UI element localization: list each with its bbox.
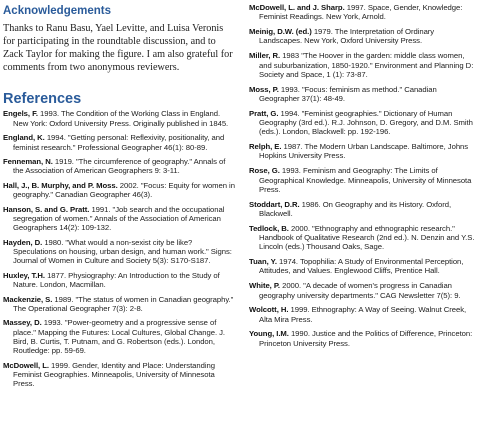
reference-entry (249, 305, 479, 324)
reference-author: Mackenzie, S. (3, 294, 53, 304)
right-column (249, 0, 479, 353)
reference-entry (249, 27, 479, 46)
reference-entry (3, 109, 236, 128)
reference-entry (249, 224, 479, 252)
reference-entry (249, 166, 479, 194)
reference-entry (3, 295, 236, 314)
left-column (3, 0, 236, 394)
reference-author: Rose, G. (249, 166, 280, 176)
reference-author: Massey, D. (3, 318, 42, 328)
reference-entry (3, 181, 236, 200)
reference-entry (3, 133, 236, 152)
reference-text: 1997. Space, Gender, Knowledge: Feminist Readings. New York, Arnold. (259, 3, 463, 22)
acknowledgements-text: Thanks to Ranu Basu, Yael Levitte, and Luisa Veronis for participating in the roundtable discussion, and to Zack Taylor for making the figure. I am also grateful for comments from two anonymous reviewers. (3, 23, 233, 74)
reference-entry (249, 85, 479, 104)
reference-text: 1991. "Job search and the occupational segregation of women." Annals of the Association of American Geographers 14(2): 109-132. (13, 204, 225, 233)
reference-author: Stoddart, D.R. (249, 199, 300, 209)
reference-author: White, P. (249, 281, 281, 291)
reference-author: Wolcott, H. (249, 305, 289, 315)
reference-text: 1979. The Interpretation of Ordinary Landscapes. New York, Oxford University Press. (259, 27, 435, 46)
reference-author: Fenneman, N. (3, 156, 53, 166)
reference-author: Pratt, G. (249, 108, 279, 118)
reference-entry (3, 238, 236, 266)
acknowledgements-heading: Acknowledgements (3, 5, 111, 17)
reference-text: 1974. Topophilia: A Study of Environmental Perception, Attitudes, and Values. Englewood Cliffs, Prentice Hall. (259, 257, 464, 276)
reference-author: England, K. (3, 133, 45, 143)
reference-author: Young, I.M. (249, 329, 289, 339)
reference-author: Hall, J., B. Murphy, and P. Moss. (3, 180, 118, 190)
reference-entry (249, 3, 479, 22)
reference-author: Meinig, D.W. (ed.) (249, 27, 312, 37)
reference-text: 2002. "Focus: Equity for women in geography." Canadian Geographer 46(3). (13, 180, 235, 200)
references-heading: References (3, 91, 82, 108)
reference-author: Hanson, S. and G. Pratt. (3, 204, 90, 214)
reference-entry (249, 200, 479, 219)
reference-text: 1993. The Condition of the Working Class in England. New York: Oxford University Press. Originally published in 1845. (13, 109, 229, 128)
reference-text: 1993. Feminism and Geography: The Limits of Geographical Knowledge. Minneapolis, University of Minnesota Press. (259, 166, 472, 194)
reference-text: 1877. Physiography: An Introduction to the Study of Nature. London, Macmillan. (13, 270, 220, 290)
reference-text: 1987. The Modern Urban Landscape. Baltimore, Johns Hopkins University Press. (259, 142, 469, 161)
reference-author: Moss, P. (249, 84, 279, 94)
reference-text: 1989. "The status of women in Canadian geography." The Operational Geographer 7(3): 2-8. (13, 294, 234, 313)
reference-entry (3, 318, 236, 355)
references-list-right (249, 3, 479, 348)
reference-text: 1994. "Feminist geographies." Dictionary of Human Geography (3rd ed.). R.J. Johnson, D. Gregory, and D.M. Smith (eds.). London, Blackwell: pp. 192-196. (259, 108, 473, 137)
reference-text: 1983 "The Hoover in the garden: middle class women, and suburbanization, 1850-1920." Environment and Planning D: Society and Space, 1 (1): 73-87. (259, 51, 474, 79)
reference-text: 1993. "Focus: feminism as method." Canadian Geographer 37(1): 48-49. (259, 84, 437, 103)
reference-text: 2000. "A decade of women's progress in Canadian geography university departments." CAG Newsletter 7(5): 9. (259, 281, 461, 300)
reference-author: Huxley, T.H. (3, 270, 45, 280)
reference-entry (249, 329, 479, 348)
reference-text: 1999. Ethnography: A Way of Seeing. Walnut Creek, Alta Mira Press. (259, 305, 467, 324)
reference-text: 1919. "The circumference of geography." Annals of the Association of American Geographers 9: 3-11. (13, 156, 226, 176)
reference-entry (249, 257, 479, 276)
reference-author: Tedlock, B. (249, 223, 289, 233)
reference-text: 1980. "What would a non-sexist city be like? Speculations on housing, urban design, and human work." Signs: Journal of Women in Culture and Society 5(3): S170-S187. (13, 237, 232, 266)
reference-text: 1993. "Power-geometry and a progressive sense of place." Mapping the Futures: Local Cultures, Global Change. J. Bird, B. Curtis, T. Putnam, and G. Robertson (eds.). London, Routledge: pp. 59-69. (13, 318, 226, 356)
reference-entry (3, 271, 236, 290)
reference-entry (249, 109, 479, 137)
reference-author: Relph, E. (249, 142, 282, 152)
reference-entry (3, 361, 236, 389)
reference-entry (3, 157, 236, 176)
reference-author: Hayden, D. (3, 237, 43, 247)
reference-text: 2000. "Ethnography and ethnographic research." Handbook of Qualitative Research (2nd ed.). N. Denzin and Y.S. Lincoln (eds.) Thousand Oaks, Sage. (259, 223, 475, 252)
reference-text: 1999. Gender, Identity and Place: Understanding Feminist Geographies. Minneapolis, University of Minnesota Press. (13, 360, 215, 389)
reference-entry (249, 142, 479, 161)
reference-author: Tuan, Y. (249, 257, 277, 267)
reference-text: 1994. "Getting personal: Reflexivity, positionality, and feminist research." Professional Geographer 46(1): 80-89. (13, 133, 225, 152)
reference-text: 1990. Justice and the Politics of Difference, Princeton: Princeton University Press. (259, 329, 473, 348)
reference-entry (249, 51, 479, 79)
reference-entry (249, 281, 479, 300)
reference-author: Miller, R. (249, 51, 281, 61)
references-list-left (3, 109, 236, 388)
reference-text: 1986. On Geography and its History. Oxford, Blackwell. (259, 199, 452, 218)
reference-author: Engels, F. (3, 109, 38, 119)
reference-author: McDowell, L. (3, 360, 49, 370)
reference-author: McDowell, L. and J. Sharp. (249, 3, 345, 12)
reference-entry (3, 205, 236, 233)
